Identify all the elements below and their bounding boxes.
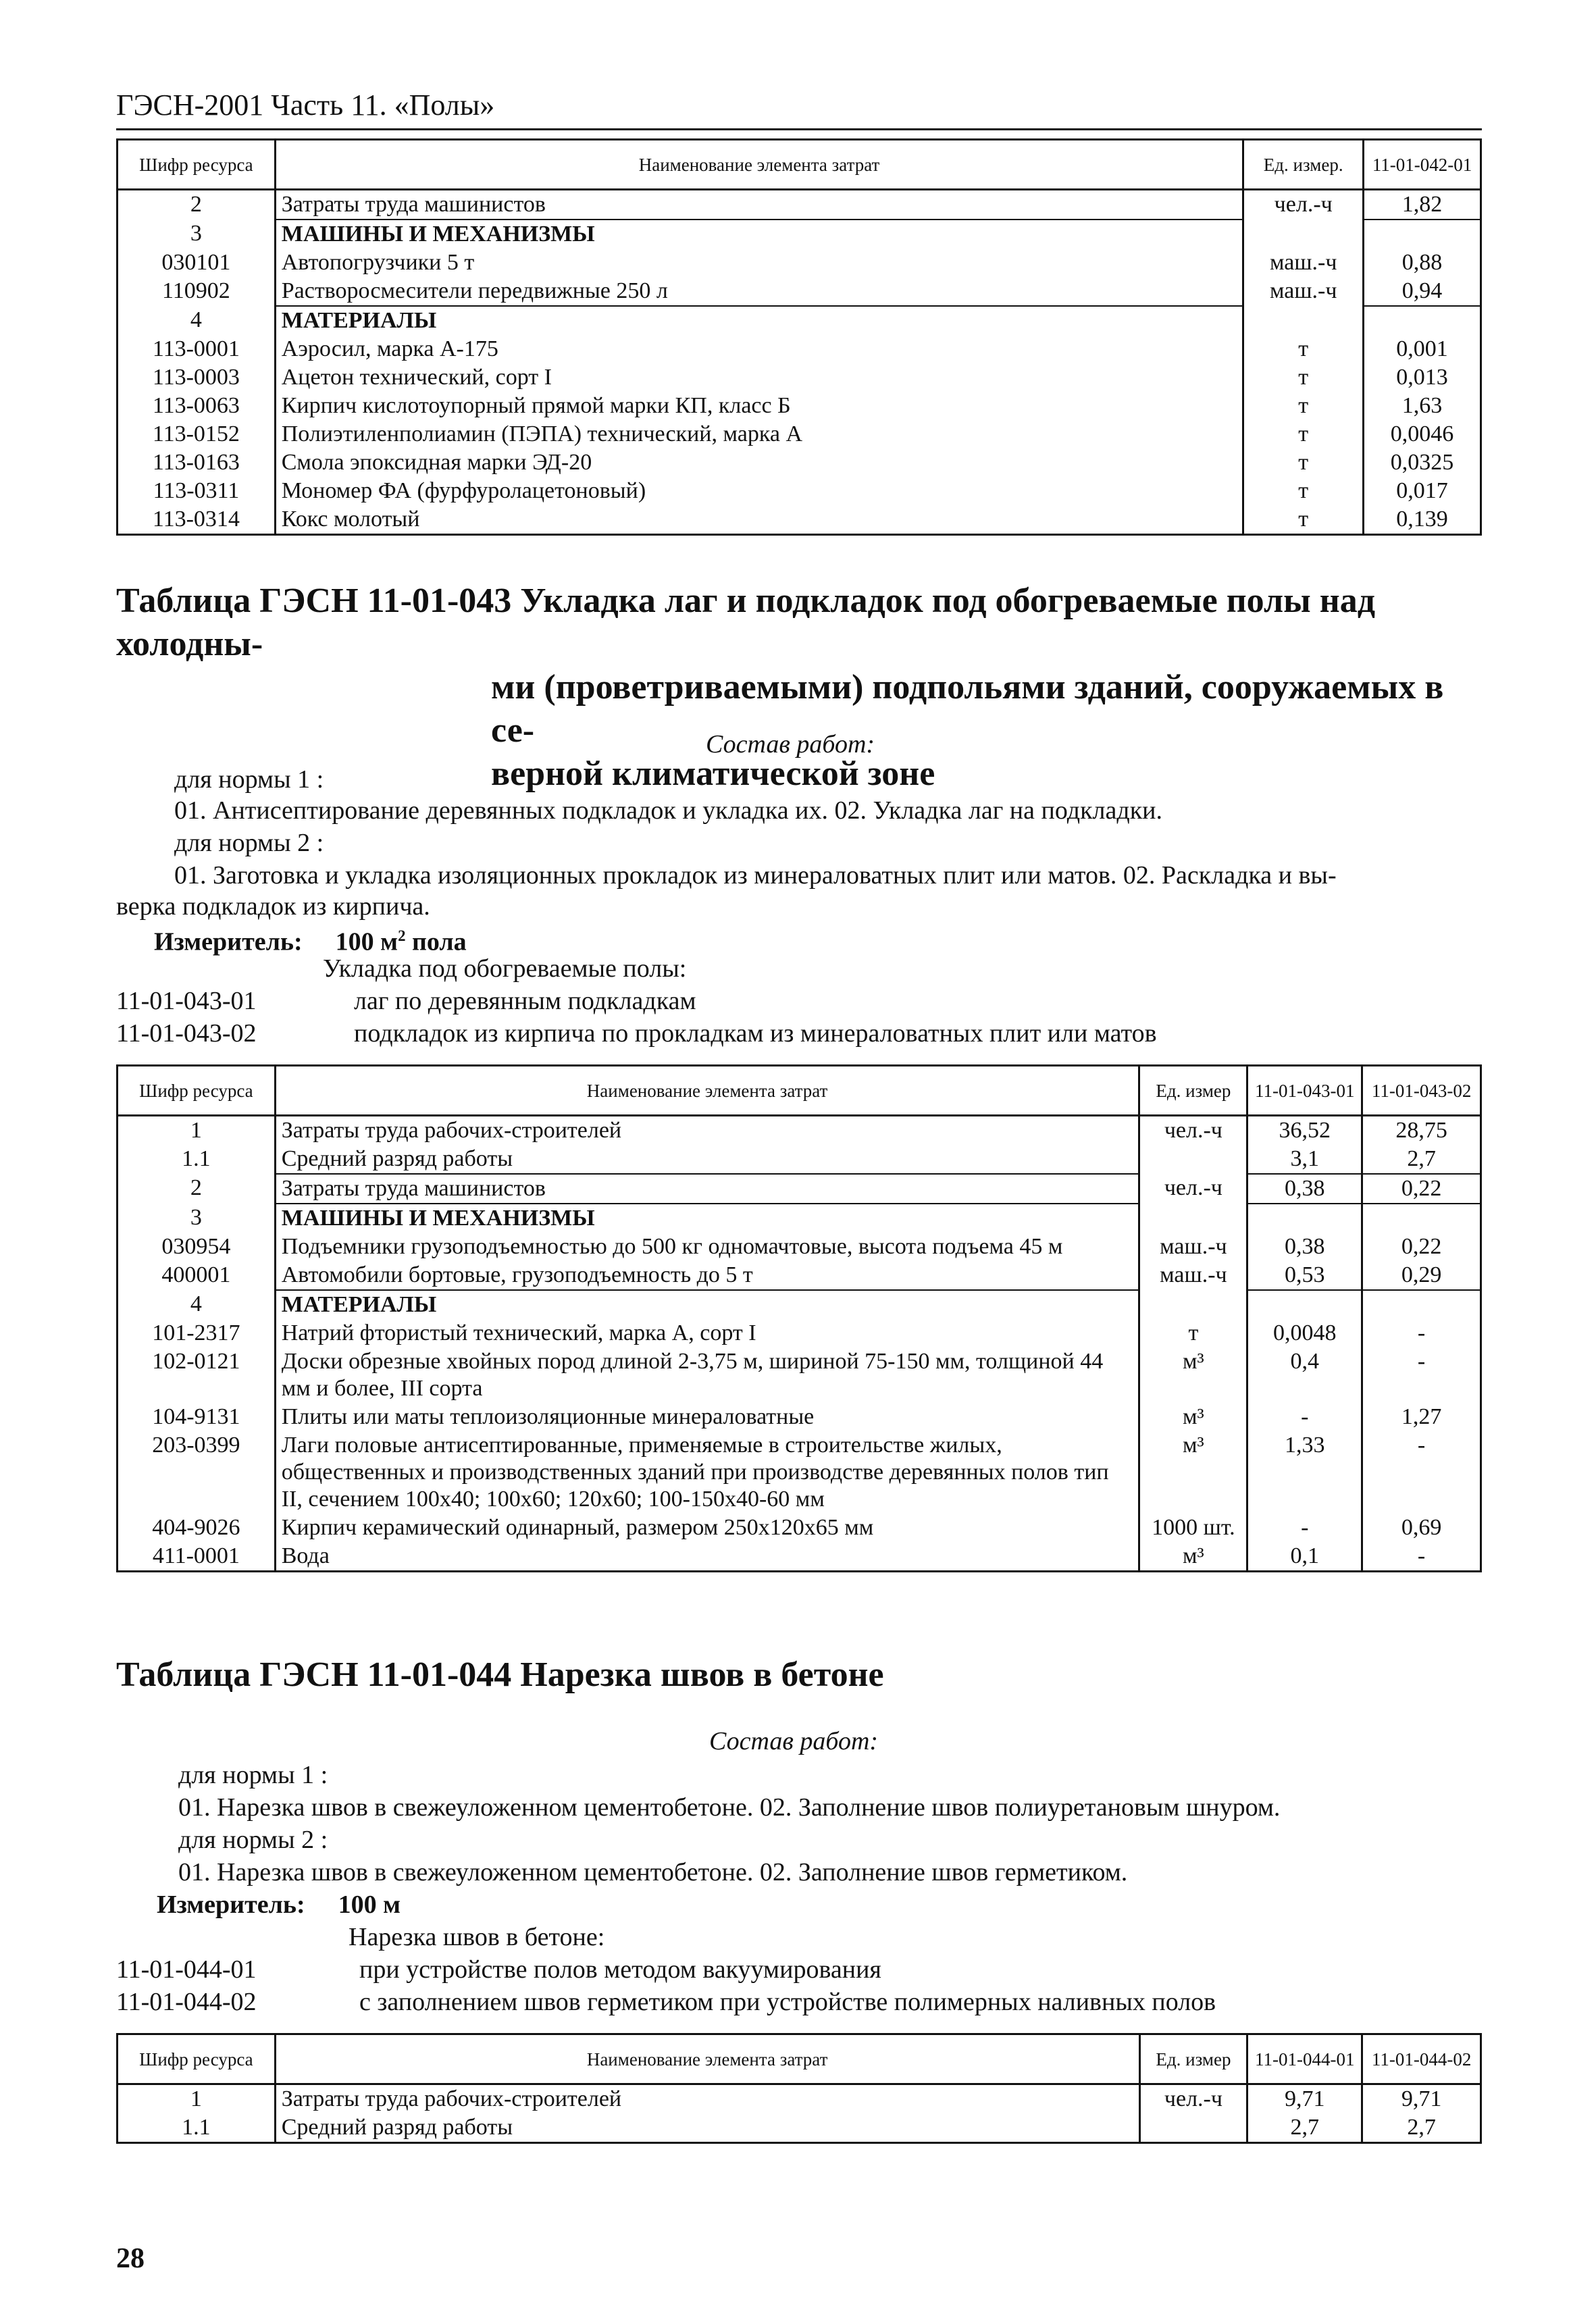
resource-name: Доски обрезные хвойных пород длиной 2-3,75 м, шириной 75-150 мм, толщиной 44 мм и более, III сорта (275, 1347, 1139, 1403)
unit-cell: т (1243, 392, 1364, 420)
norm-1-value: 0,013 (1364, 363, 1481, 392)
resource-code: 113-0163 (118, 448, 276, 477)
col-header-norm-1: 11-01-042-01 (1364, 140, 1481, 190)
unit-cell: т (1243, 448, 1364, 477)
unit-cell (1139, 1204, 1247, 1233)
resource-name: Кирпич керамический одинарный, размером 250x120x65 мм (275, 1514, 1139, 1542)
col-header-norm-1: 11-01-044-01 (1247, 2034, 1362, 2084)
unit-cell: т (1139, 1319, 1247, 1347)
title-line-3: верной климатической зоне (491, 754, 935, 793)
norm-2-value: 0,69 (1362, 1514, 1481, 1542)
unit-cell: м³ (1139, 1542, 1247, 1572)
unit-cell (1139, 1145, 1247, 1174)
composition-label: Состав работ: (706, 730, 875, 759)
col-header-name: Наименование элемента затрат (275, 140, 1243, 190)
resource-code: 030101 (118, 249, 276, 277)
norm-1-text-2: 01. Нарезка швов в свежеуложенном цементобетоне. 02. Заполнение швов полиуретановым шнуром. (178, 1793, 1281, 1822)
resource-code: 104-9131 (118, 1403, 276, 1431)
norm-2-value: 9,71 (1362, 2084, 1481, 2114)
norm-1-value: - (1247, 1514, 1362, 1542)
section-row (118, 306, 1481, 335)
resource-name: Автомобили бортовые, грузоподъемность до 5 т (275, 1261, 1139, 1290)
resource-code: 113-0063 (118, 392, 276, 420)
table-row (118, 1261, 1481, 1290)
unit-cell (1139, 1290, 1247, 1319)
code-043-02-desc: подкладок из кирпича по прокладкам из минераловатных плит или матов (354, 1019, 1157, 1048)
unit-cell: чел.-ч (1139, 1116, 1247, 1146)
norm-1-value: 1,63 (1364, 392, 1481, 420)
unit-cell: т (1243, 335, 1364, 363)
resource-name: Полиэтиленполиамин (ПЭПА) технический, марка А (275, 420, 1243, 448)
norm-1-value: 1,82 (1364, 190, 1481, 220)
table-row (118, 477, 1481, 505)
unit-cell: маш.-ч (1139, 1233, 1247, 1261)
table-row (118, 1403, 1481, 1431)
col-header-norm-2: 11-01-044-02 (1362, 2034, 1481, 2084)
resource-name: Смола эпоксидная марки ЭД-20 (275, 448, 1243, 477)
resource-name: Кирпич кислотоупорный прямой марки КП, класс Б (275, 392, 1243, 420)
col-header-unit: Ед. измер. (1243, 140, 1364, 190)
resource-code: 3 (118, 220, 276, 249)
page-number: 28 (116, 2243, 145, 2274)
norm-2-value: 2,7 (1362, 1145, 1481, 1174)
resource-code: 404-9026 (118, 1514, 276, 1542)
norm-1-value: 1,33 (1247, 1431, 1362, 1514)
resource-name: Затраты труда рабочих-строителей (275, 1116, 1139, 1146)
table-row (118, 2113, 1481, 2143)
resource-code: 113-0003 (118, 363, 276, 392)
meter-tail: пола (411, 927, 467, 956)
meter-sup: 2 (398, 927, 406, 944)
norm-2-value: 1,27 (1362, 1403, 1481, 1431)
code-043-01-desc: лаг по деревянным подкладкам (354, 987, 696, 1015)
table-row (118, 1431, 1481, 1514)
unit-cell: чел.-ч (1139, 2084, 1247, 2114)
unit-cell: 1000 шт. (1139, 1514, 1247, 1542)
resource-code: 110902 (118, 277, 276, 306)
resource-code: 411-0001 (118, 1542, 276, 1572)
norm-2-value (1362, 1290, 1481, 1319)
norm-1-value (1364, 220, 1481, 249)
resource-name: МАТЕРИАЛЫ (275, 1290, 1139, 1319)
unit-cell: м³ (1139, 1403, 1247, 1431)
table-row (118, 1233, 1481, 1261)
table-row (118, 2084, 1481, 2114)
norm-1-value: 0,1 (1247, 1542, 1362, 1572)
section-row (118, 1290, 1481, 1319)
table-row (118, 363, 1481, 392)
norm-1-value: 0,38 (1247, 1174, 1362, 1204)
table-row (118, 1542, 1481, 1572)
resource-code: 4 (118, 1290, 276, 1319)
meter-label: Измеритель: (154, 927, 303, 956)
code-043-01: 11-01-043-01 (116, 987, 257, 1015)
norm-2-value (1362, 1204, 1481, 1233)
norm-1-value (1364, 306, 1481, 335)
norm-2-value: - (1362, 1431, 1481, 1514)
resource-code: 4 (118, 306, 276, 335)
unit-cell: маш.-ч (1139, 1261, 1247, 1290)
resource-code: 102-0121 (118, 1347, 276, 1403)
norm-2-value: - (1362, 1347, 1481, 1403)
meter-line (154, 921, 467, 957)
norm-2-value: - (1362, 1542, 1481, 1572)
resource-name: Автопогрузчики 5 т (275, 249, 1243, 277)
norm-1-value: 2,7 (1247, 2113, 1362, 2143)
table-row (118, 1174, 1481, 1204)
resource-code: 113-0001 (118, 335, 276, 363)
subhead-2: Нарезка швов в бетоне: (349, 1923, 605, 1951)
unit-cell (1243, 306, 1364, 335)
resource-name: Средний разряд работы (275, 2113, 1139, 2143)
norm-2-text-2: 01. Нарезка швов в свежеуложенном цементобетоне. 02. Заполнение швов герметиком. (178, 1858, 1128, 1886)
unit-cell: т (1243, 477, 1364, 505)
unit-cell: т (1243, 363, 1364, 392)
col-header-code: Шифр ресурса (118, 2034, 276, 2084)
code-044-01-desc: при устройстве полов методом вакуумирования (359, 1955, 881, 1984)
col-header-unit: Ед. измер (1139, 1066, 1247, 1116)
resource-code: 2 (118, 190, 276, 220)
table-row (118, 335, 1481, 363)
norm-2-value: - (1362, 1319, 1481, 1347)
table-row (118, 448, 1481, 477)
norm-2-label-2: для нормы 2 : (178, 1826, 328, 1854)
unit-cell: т (1243, 420, 1364, 448)
norm-1-value: 0,4 (1247, 1347, 1362, 1403)
table-row (118, 1514, 1481, 1542)
norm-1-value: 0,0046 (1364, 420, 1481, 448)
resource-name: Натрий фтористый технический, марка А, сорт I (275, 1319, 1139, 1347)
composition-label-2: Состав работ: (709, 1727, 879, 1755)
meter-line-2 (157, 1890, 401, 1920)
resource-code: 113-0314 (118, 505, 276, 535)
resource-code: 030954 (118, 1233, 276, 1261)
resource-name: Аэросил, марка А-175 (275, 335, 1243, 363)
col-header-unit: Ед. измер (1139, 2034, 1247, 2084)
norm-2-text-line-2: верка подкладок из кирпича. (116, 892, 430, 921)
table-row (118, 505, 1481, 535)
resource-name: Ацетон технический, сорт I (275, 363, 1243, 392)
resource-name: МАШИНЫ И МЕХАНИЗМЫ (275, 1204, 1139, 1233)
col-header-code: Шифр ресурса (118, 1066, 276, 1116)
running-header: ГЭСН-2001 Часть 11. «Полы» (116, 88, 495, 122)
resource-code: 3 (118, 1204, 276, 1233)
norm-1-value: 9,71 (1247, 2084, 1362, 2114)
resource-code: 1 (118, 2084, 276, 2114)
unit-cell (1139, 2113, 1247, 2143)
resource-code: 113-0311 (118, 477, 276, 505)
norm-2-value: 28,75 (1362, 1116, 1481, 1146)
unit-cell (1243, 220, 1364, 249)
resource-name: Затраты труда машинистов (275, 1174, 1139, 1204)
resource-code: 101-2317 (118, 1319, 276, 1347)
unit-cell: маш.-ч (1243, 277, 1364, 306)
table-row (118, 1319, 1481, 1347)
resource-name: Плиты или маты теплоизоляционные минераловатные (275, 1403, 1139, 1431)
table-row (118, 1347, 1481, 1403)
table-row (118, 392, 1481, 420)
meter-label-2: Измеритель: (157, 1891, 305, 1919)
resource-name: Затраты труда машинистов (275, 190, 1243, 220)
table-row (118, 1116, 1481, 1146)
resource-name: Растворосмесители передвижные 250 л (275, 277, 1243, 306)
resource-code: 1 (118, 1116, 276, 1146)
resource-code: 400001 (118, 1261, 276, 1290)
norm-2-label: для нормы 2 : (174, 829, 324, 857)
resource-table-044 (116, 2033, 1482, 2144)
table-row (118, 277, 1481, 306)
norm-1-text: 01. Антисептирование деревянных подкладок и укладка их. 02. Укладка лаг на подкладки. (174, 796, 1162, 825)
norm-1-value: 0,53 (1247, 1261, 1362, 1290)
subhead: Укладка под обогреваемые полы: (323, 954, 687, 983)
section-row (118, 220, 1481, 249)
code-044-02: 11-01-044-02 (116, 1988, 257, 2016)
norm-1-value: 0,139 (1364, 505, 1481, 535)
norm-2-value: 0,29 (1362, 1261, 1481, 1290)
norm-1-value: 3,1 (1247, 1145, 1362, 1174)
table-title-044: Таблица ГЭСН 11-01-044 Нарезка швов в бетоне (116, 1655, 884, 1694)
norm-1-value: 0,88 (1364, 249, 1481, 277)
col-header-code: Шифр ресурса (118, 140, 276, 190)
meter-value: 100 м (335, 927, 398, 956)
norm-2-value: 0,22 (1362, 1174, 1481, 1204)
resource-code: 113-0152 (118, 420, 276, 448)
table-row (118, 190, 1481, 220)
norm-1-value (1247, 1204, 1362, 1233)
unit-cell: чел.-ч (1243, 190, 1364, 220)
meter-value-2: 100 м (338, 1891, 401, 1919)
norm-1-value: 0,017 (1364, 477, 1481, 505)
resource-name: Вода (275, 1542, 1139, 1572)
title-line-2: ми (проветриваемыми) подпольями зданий, сооружаемых в се- (491, 668, 1444, 750)
table-row (118, 1145, 1481, 1174)
resource-name: Мономер ФА (фурфуролацетоновый) (275, 477, 1243, 505)
code-044-02-desc: с заполнением швов герметиком при устройстве полимерных наливных полов (359, 1988, 1216, 2016)
norm-1-value: 36,52 (1247, 1116, 1362, 1146)
resource-code: 203-0399 (118, 1431, 276, 1514)
col-header-name: Наименование элемента затрат (275, 1066, 1139, 1116)
table-row (118, 249, 1481, 277)
unit-cell: м³ (1139, 1431, 1247, 1514)
unit-cell: маш.-ч (1243, 249, 1364, 277)
resource-code: 1.1 (118, 2113, 276, 2143)
resource-name: Кокс молотый (275, 505, 1243, 535)
norm-1-value: 0,001 (1364, 335, 1481, 363)
col-header-norm-2: 11-01-043-02 (1362, 1066, 1481, 1116)
norm-2-value: 0,22 (1362, 1233, 1481, 1261)
unit-cell: чел.-ч (1139, 1174, 1247, 1204)
title-line-1: Таблица ГЭСН 11-01-043 Укладка лаг и подкладок под обогреваемые полы над холодны- (116, 582, 1376, 663)
norm-1-value: 0,94 (1364, 277, 1481, 306)
col-header-norm-1: 11-01-043-01 (1247, 1066, 1362, 1116)
unit-cell: т (1243, 505, 1364, 535)
unit-cell: м³ (1139, 1347, 1247, 1403)
resource-name: Подъемники грузоподъемностью до 500 кг одномачтовые, высота подъема 45 м (275, 1233, 1139, 1261)
resource-name: Лаги половые антисептированные, применяемые в строительстве жилых, общественных и производственных зданий при производстве деревянных полов тип II, сечением 100x40; 100x60; 120x60; 100-150x40-60 мм (275, 1431, 1139, 1514)
resource-name: МАШИНЫ И МЕХАНИЗМЫ (275, 220, 1243, 249)
table-row (118, 420, 1481, 448)
norm-1-value (1247, 1290, 1362, 1319)
header-rule (116, 128, 1482, 130)
section-row (118, 1204, 1481, 1233)
norm-2-text-line-1: 01. Заготовка и укладка изоляционных прокладок из минераловатных плит или матов. 02. Раскладка и вы- (174, 861, 1337, 890)
code-043-02: 11-01-043-02 (116, 1019, 257, 1048)
norm-1-value: 0,0048 (1247, 1319, 1362, 1347)
resource-name: Средний разряд работы (275, 1145, 1139, 1174)
resource-table-043 (116, 1064, 1482, 1572)
norm-1-label: для нормы 1 : (174, 765, 324, 794)
resource-name: Затраты труда рабочих-строителей (275, 2084, 1139, 2114)
table-title-043 (116, 580, 1494, 796)
resource-code: 1.1 (118, 1145, 276, 1174)
resource-table-042 (116, 138, 1482, 536)
resource-name: МАТЕРИАЛЫ (275, 306, 1243, 335)
norm-1-label-2: для нормы 1 : (178, 1761, 328, 1789)
norm-1-value: 0,38 (1247, 1233, 1362, 1261)
norm-2-value: 2,7 (1362, 2113, 1481, 2143)
norm-1-value: - (1247, 1403, 1362, 1431)
resource-code: 2 (118, 1174, 276, 1204)
code-044-01: 11-01-044-01 (116, 1955, 257, 1984)
col-header-name: Наименование элемента затрат (275, 2034, 1139, 2084)
norm-1-value: 0,0325 (1364, 448, 1481, 477)
